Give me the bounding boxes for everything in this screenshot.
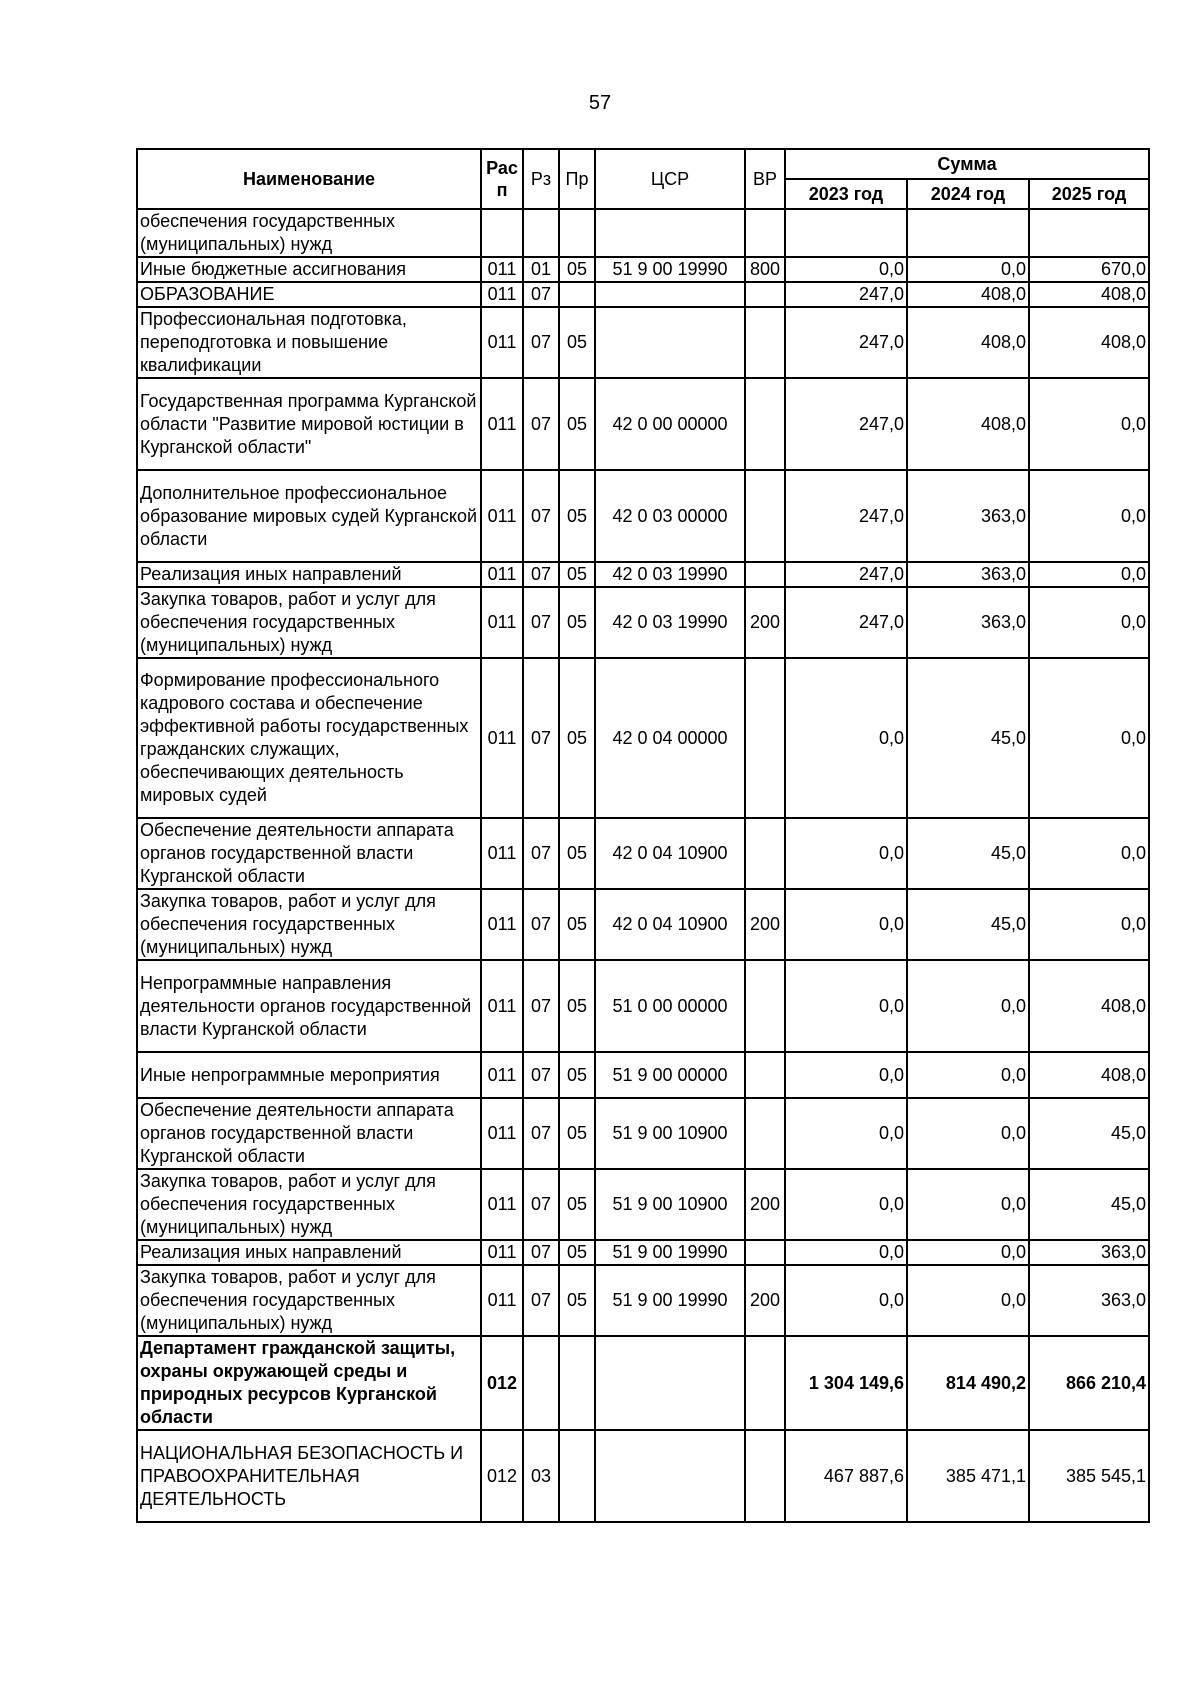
cell-pr: 05 [559,307,595,378]
cell-2025: 0,0 [1029,562,1149,587]
cell-vr [745,209,785,257]
cell-pr: 05 [559,587,595,658]
cell-2023: 0,0 [785,1240,907,1265]
cell-name: Дополнительное профессиональное образование мировых судей Курганской области [137,470,481,562]
cell-name: Закупка товаров, работ и услуг для обеспечения государственных (муниципальных) нужд [137,1169,481,1240]
cell-2023: 247,0 [785,470,907,562]
cell-rasp: 011 [481,257,523,282]
cell-csr: 42 0 03 19990 [595,587,745,658]
cell-vr [745,562,785,587]
cell-vr: 200 [745,889,785,960]
cell-pr [559,1336,595,1430]
header-rasp: Рас п [481,149,523,209]
cell-rz [523,1336,559,1430]
header-pr: Пр [559,149,595,209]
cell-rz: 07 [523,562,559,587]
cell-name: Государственная программа Курганской области "Развитие мировой юстиции в Курганской области" [137,378,481,470]
cell-rasp: 011 [481,378,523,470]
cell-2023: 0,0 [785,257,907,282]
cell-name: Реализация иных направлений [137,1240,481,1265]
cell-rasp [481,209,523,257]
cell-name: Профессиональная подготовка, переподготовка и повышение квалификации [137,307,481,378]
cell-2025: 0,0 [1029,587,1149,658]
cell-name: Иные бюджетные ассигнования [137,257,481,282]
cell-rasp: 011 [481,587,523,658]
cell-2024: 0,0 [907,1265,1029,1336]
cell-csr [595,307,745,378]
cell-vr [745,378,785,470]
table-row [137,1240,1149,1265]
cell-rasp: 011 [481,818,523,889]
cell-rasp: 011 [481,889,523,960]
cell-2024: 363,0 [907,470,1029,562]
cell-pr: 05 [559,1169,595,1240]
cell-csr: 51 9 00 10900 [595,1098,745,1169]
cell-name: Закупка товаров, работ и услуг для обеспечения государственных (муниципальных) нужд [137,1265,481,1336]
cell-2024: 0,0 [907,1169,1029,1240]
cell-pr: 05 [559,658,595,818]
table-row [137,307,1149,378]
cell-rz: 07 [523,658,559,818]
cell-2024: 45,0 [907,818,1029,889]
cell-rasp: 011 [481,1265,523,1336]
cell-rz: 07 [523,1169,559,1240]
table-header [137,149,1149,209]
cell-csr: 42 0 04 10900 [595,818,745,889]
cell-vr [745,1052,785,1098]
table-row [137,1169,1149,1240]
cell-vr [745,282,785,307]
table-row [137,562,1149,587]
cell-vr [745,1336,785,1430]
cell-rz: 07 [523,282,559,307]
cell-rz: 03 [523,1430,559,1522]
cell-pr: 05 [559,818,595,889]
cell-pr: 05 [559,960,595,1052]
cell-csr: 51 9 00 19990 [595,257,745,282]
cell-2025: 385 545,1 [1029,1430,1149,1522]
cell-2024: 0,0 [907,1052,1029,1098]
cell-2025: 408,0 [1029,282,1149,307]
cell-2025: 408,0 [1029,307,1149,378]
cell-csr: 42 0 04 00000 [595,658,745,818]
cell-csr: 51 9 00 10900 [595,1169,745,1240]
cell-2023: 247,0 [785,587,907,658]
cell-rz: 07 [523,818,559,889]
cell-vr [745,658,785,818]
cell-rz: 07 [523,1240,559,1265]
page-number: 57 [588,92,612,114]
cell-vr [745,470,785,562]
cell-2025: 363,0 [1029,1240,1149,1265]
cell-rasp: 011 [481,1240,523,1265]
cell-2024: 814 490,2 [907,1336,1029,1430]
cell-name: Обеспечение деятельности аппарата органов государственной власти Курганской области [137,1098,481,1169]
cell-rasp: 011 [481,307,523,378]
cell-csr: 42 0 00 00000 [595,378,745,470]
cell-rz: 07 [523,470,559,562]
table-row [137,587,1149,658]
cell-name: Закупка товаров, работ и услуг для обеспечения государственных (муниципальных) нужд [137,587,481,658]
cell-2023: 0,0 [785,1052,907,1098]
table-row [137,960,1149,1052]
cell-2024: 45,0 [907,658,1029,818]
budget-table [136,148,1150,1523]
table-body [137,209,1149,1522]
cell-2025: 363,0 [1029,1265,1149,1336]
header-year-2023: 2023 год [785,179,907,209]
cell-pr: 05 [559,562,595,587]
cell-rz: 07 [523,307,559,378]
cell-name: Иные непрограммные мероприятия [137,1052,481,1098]
cell-rasp: 011 [481,562,523,587]
cell-rz: 07 [523,889,559,960]
cell-pr: 05 [559,378,595,470]
cell-pr: 05 [559,1240,595,1265]
cell-name: Непрограммные направления деятельности органов государственной власти Курганской области [137,960,481,1052]
cell-pr: 05 [559,1265,595,1336]
header-year-2025: 2025 год [1029,179,1149,209]
cell-name: Закупка товаров, работ и услуг для обеспечения государственных (муниципальных) нужд [137,889,481,960]
table-row [137,889,1149,960]
cell-2024: 363,0 [907,562,1029,587]
cell-rz: 07 [523,378,559,470]
cell-2024: 408,0 [907,282,1029,307]
header-rz: Рз [523,149,559,209]
cell-2025: 408,0 [1029,1052,1149,1098]
cell-rasp: 011 [481,960,523,1052]
cell-2023: 0,0 [785,1169,907,1240]
cell-2023: 0,0 [785,889,907,960]
cell-pr [559,1430,595,1522]
table-row [137,282,1149,307]
cell-rz: 07 [523,1052,559,1098]
cell-2025: 408,0 [1029,960,1149,1052]
cell-csr: 51 0 00 00000 [595,960,745,1052]
header-name: Наименование [137,149,481,209]
cell-name: Формирование профессионального кадрового состава и обеспечение эффективной работы государственных гражданских служащих, обеспечивающих деятельность мировых судей [137,658,481,818]
cell-rasp: 011 [481,658,523,818]
cell-2023: 0,0 [785,1098,907,1169]
cell-csr: 42 0 04 10900 [595,889,745,960]
cell-vr: 800 [745,257,785,282]
cell-vr: 200 [745,587,785,658]
cell-vr [745,1430,785,1522]
header-year-2024: 2024 год [907,179,1029,209]
cell-rasp: 011 [481,1098,523,1169]
cell-pr: 05 [559,889,595,960]
cell-csr: 51 9 00 19990 [595,1265,745,1336]
cell-vr: 200 [745,1169,785,1240]
cell-2023: 247,0 [785,282,907,307]
cell-2024: 0,0 [907,960,1029,1052]
cell-2024: 0,0 [907,1098,1029,1169]
cell-rasp: 011 [481,1169,523,1240]
table-row [137,257,1149,282]
cell-2025: 45,0 [1029,1098,1149,1169]
cell-2024: 408,0 [907,307,1029,378]
cell-rz [523,209,559,257]
cell-csr [595,1430,745,1522]
cell-rasp: 012 [481,1430,523,1522]
cell-rz: 07 [523,1265,559,1336]
cell-vr [745,1098,785,1169]
cell-pr: 05 [559,1098,595,1169]
header-csr: ЦСР [595,149,745,209]
cell-2023: 0,0 [785,658,907,818]
cell-csr: 42 0 03 19990 [595,562,745,587]
cell-csr: 42 0 03 00000 [595,470,745,562]
cell-vr [745,818,785,889]
cell-name: Реализация иных направлений [137,562,481,587]
table-row [137,818,1149,889]
cell-2024: 0,0 [907,1240,1029,1265]
cell-2024 [907,209,1029,257]
cell-2023: 247,0 [785,307,907,378]
table-row [137,1098,1149,1169]
cell-rasp: 011 [481,470,523,562]
cell-2023: 0,0 [785,960,907,1052]
cell-2025: 0,0 [1029,378,1149,470]
cell-rz: 07 [523,587,559,658]
header-sum: Сумма [785,149,1149,179]
cell-2025: 0,0 [1029,818,1149,889]
cell-csr [595,209,745,257]
cell-vr [745,307,785,378]
cell-name: обеспечения государственных (муниципальных) нужд [137,209,481,257]
cell-2024: 45,0 [907,889,1029,960]
cell-csr: 51 9 00 00000 [595,1052,745,1098]
table-row [137,209,1149,257]
cell-csr: 51 9 00 19990 [595,1240,745,1265]
cell-csr [595,282,745,307]
cell-pr: 05 [559,1052,595,1098]
table-row [137,1430,1149,1522]
cell-2023 [785,209,907,257]
table-row [137,1052,1149,1098]
cell-2025: 45,0 [1029,1169,1149,1240]
cell-2025: 0,0 [1029,658,1149,818]
cell-rz: 01 [523,257,559,282]
cell-2025: 670,0 [1029,257,1149,282]
cell-2024: 0,0 [907,257,1029,282]
table-row [137,1265,1149,1336]
cell-2025 [1029,209,1149,257]
cell-2025: 0,0 [1029,889,1149,960]
cell-2023: 467 887,6 [785,1430,907,1522]
table-row [137,658,1149,818]
cell-rz: 07 [523,1098,559,1169]
cell-2023: 247,0 [785,378,907,470]
cell-2025: 866 210,4 [1029,1336,1149,1430]
cell-name: НАЦИОНАЛЬНАЯ БЕЗОПАСНОСТЬ И ПРАВООХРАНИТЕЛЬНАЯ ДЕЯТЕЛЬНОСТЬ [137,1430,481,1522]
cell-vr: 200 [745,1265,785,1336]
cell-name: ОБРАЗОВАНИЕ [137,282,481,307]
cell-vr [745,1240,785,1265]
cell-2023: 0,0 [785,818,907,889]
cell-rasp: 011 [481,282,523,307]
cell-name: Департамент гражданской защиты, охраны окружающей среды и природных ресурсов Курганской области [137,1336,481,1430]
cell-rasp: 012 [481,1336,523,1430]
cell-pr: 05 [559,257,595,282]
cell-pr [559,282,595,307]
cell-2023: 1 304 149,6 [785,1336,907,1430]
cell-vr [745,960,785,1052]
header-vr: ВР [745,149,785,209]
cell-2023: 247,0 [785,562,907,587]
cell-2024: 363,0 [907,587,1029,658]
table-row [137,1336,1149,1430]
cell-rz: 07 [523,960,559,1052]
cell-name: Обеспечение деятельности аппарата органов государственной власти Курганской области [137,818,481,889]
cell-2024: 385 471,1 [907,1430,1029,1522]
cell-rasp: 011 [481,1052,523,1098]
cell-2024: 408,0 [907,378,1029,470]
cell-2025: 0,0 [1029,470,1149,562]
cell-pr [559,209,595,257]
cell-pr: 05 [559,470,595,562]
table-row [137,378,1149,470]
cell-2023: 0,0 [785,1265,907,1336]
cell-csr [595,1336,745,1430]
table-row [137,470,1149,562]
